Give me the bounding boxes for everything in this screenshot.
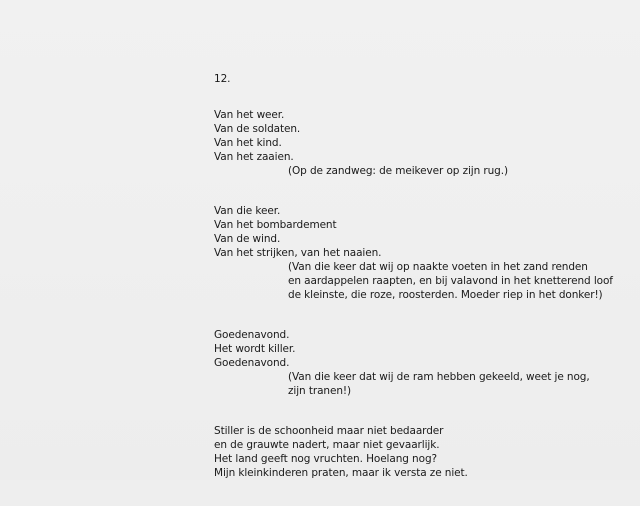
poem-line: Stiller is de schoonheid maar niet bedaarder [214, 425, 444, 437]
poem-line: en de grauwte nadert, maar niet gevaarlijk. [214, 439, 440, 451]
poem-aside-line: zijn tranen!) [288, 385, 351, 397]
poem-line: Van de wind. [214, 233, 281, 245]
poem-line: Mijn kleinkinderen praten, maar ik versta ze niet. [214, 467, 468, 479]
poem-aside-line: de kleinste, die roze, roosterden. Moeder riep in het donker!) [288, 289, 603, 301]
poem-aside-line: (Van die keer dat wij de ram hebben gekeeld, weet je nog, [288, 371, 590, 383]
poem-line: Van die keer. [214, 205, 281, 217]
stanza-2 [214, 204, 624, 302]
poem-line: Van het kind. [214, 137, 282, 149]
poem [214, 72, 624, 506]
poem-line: Van de soldaten. [214, 123, 301, 135]
poem-aside-line: (Van die keer dat wij op naakte voeten in het zand renden [288, 261, 588, 273]
stanza-4 [214, 424, 624, 480]
poem-aside-line: en aardappelen raapten, en bij valavond in het knetterend loof [288, 275, 613, 287]
poem-number: 12. [214, 73, 231, 85]
poem-line: Goedenavond. [214, 329, 290, 341]
poem-line: Het wordt killer. [214, 343, 296, 355]
poem-line: Het land geeft nog vruchten. Hoelang nog? [214, 453, 437, 465]
poem-line: Van het zaaien. [214, 151, 294, 163]
poem-line: Van het bombardement [214, 219, 337, 231]
poem-aside-line: (Op de zandweg: de meikever op zijn rug.) [288, 165, 508, 177]
poem-line: Van het weer. [214, 109, 285, 121]
poem-line: Goedenavond. [214, 357, 290, 369]
stanza-1 [214, 108, 624, 178]
poem-line: Van het strijken, van het naaien. [214, 247, 382, 259]
stanza-3 [214, 328, 624, 398]
